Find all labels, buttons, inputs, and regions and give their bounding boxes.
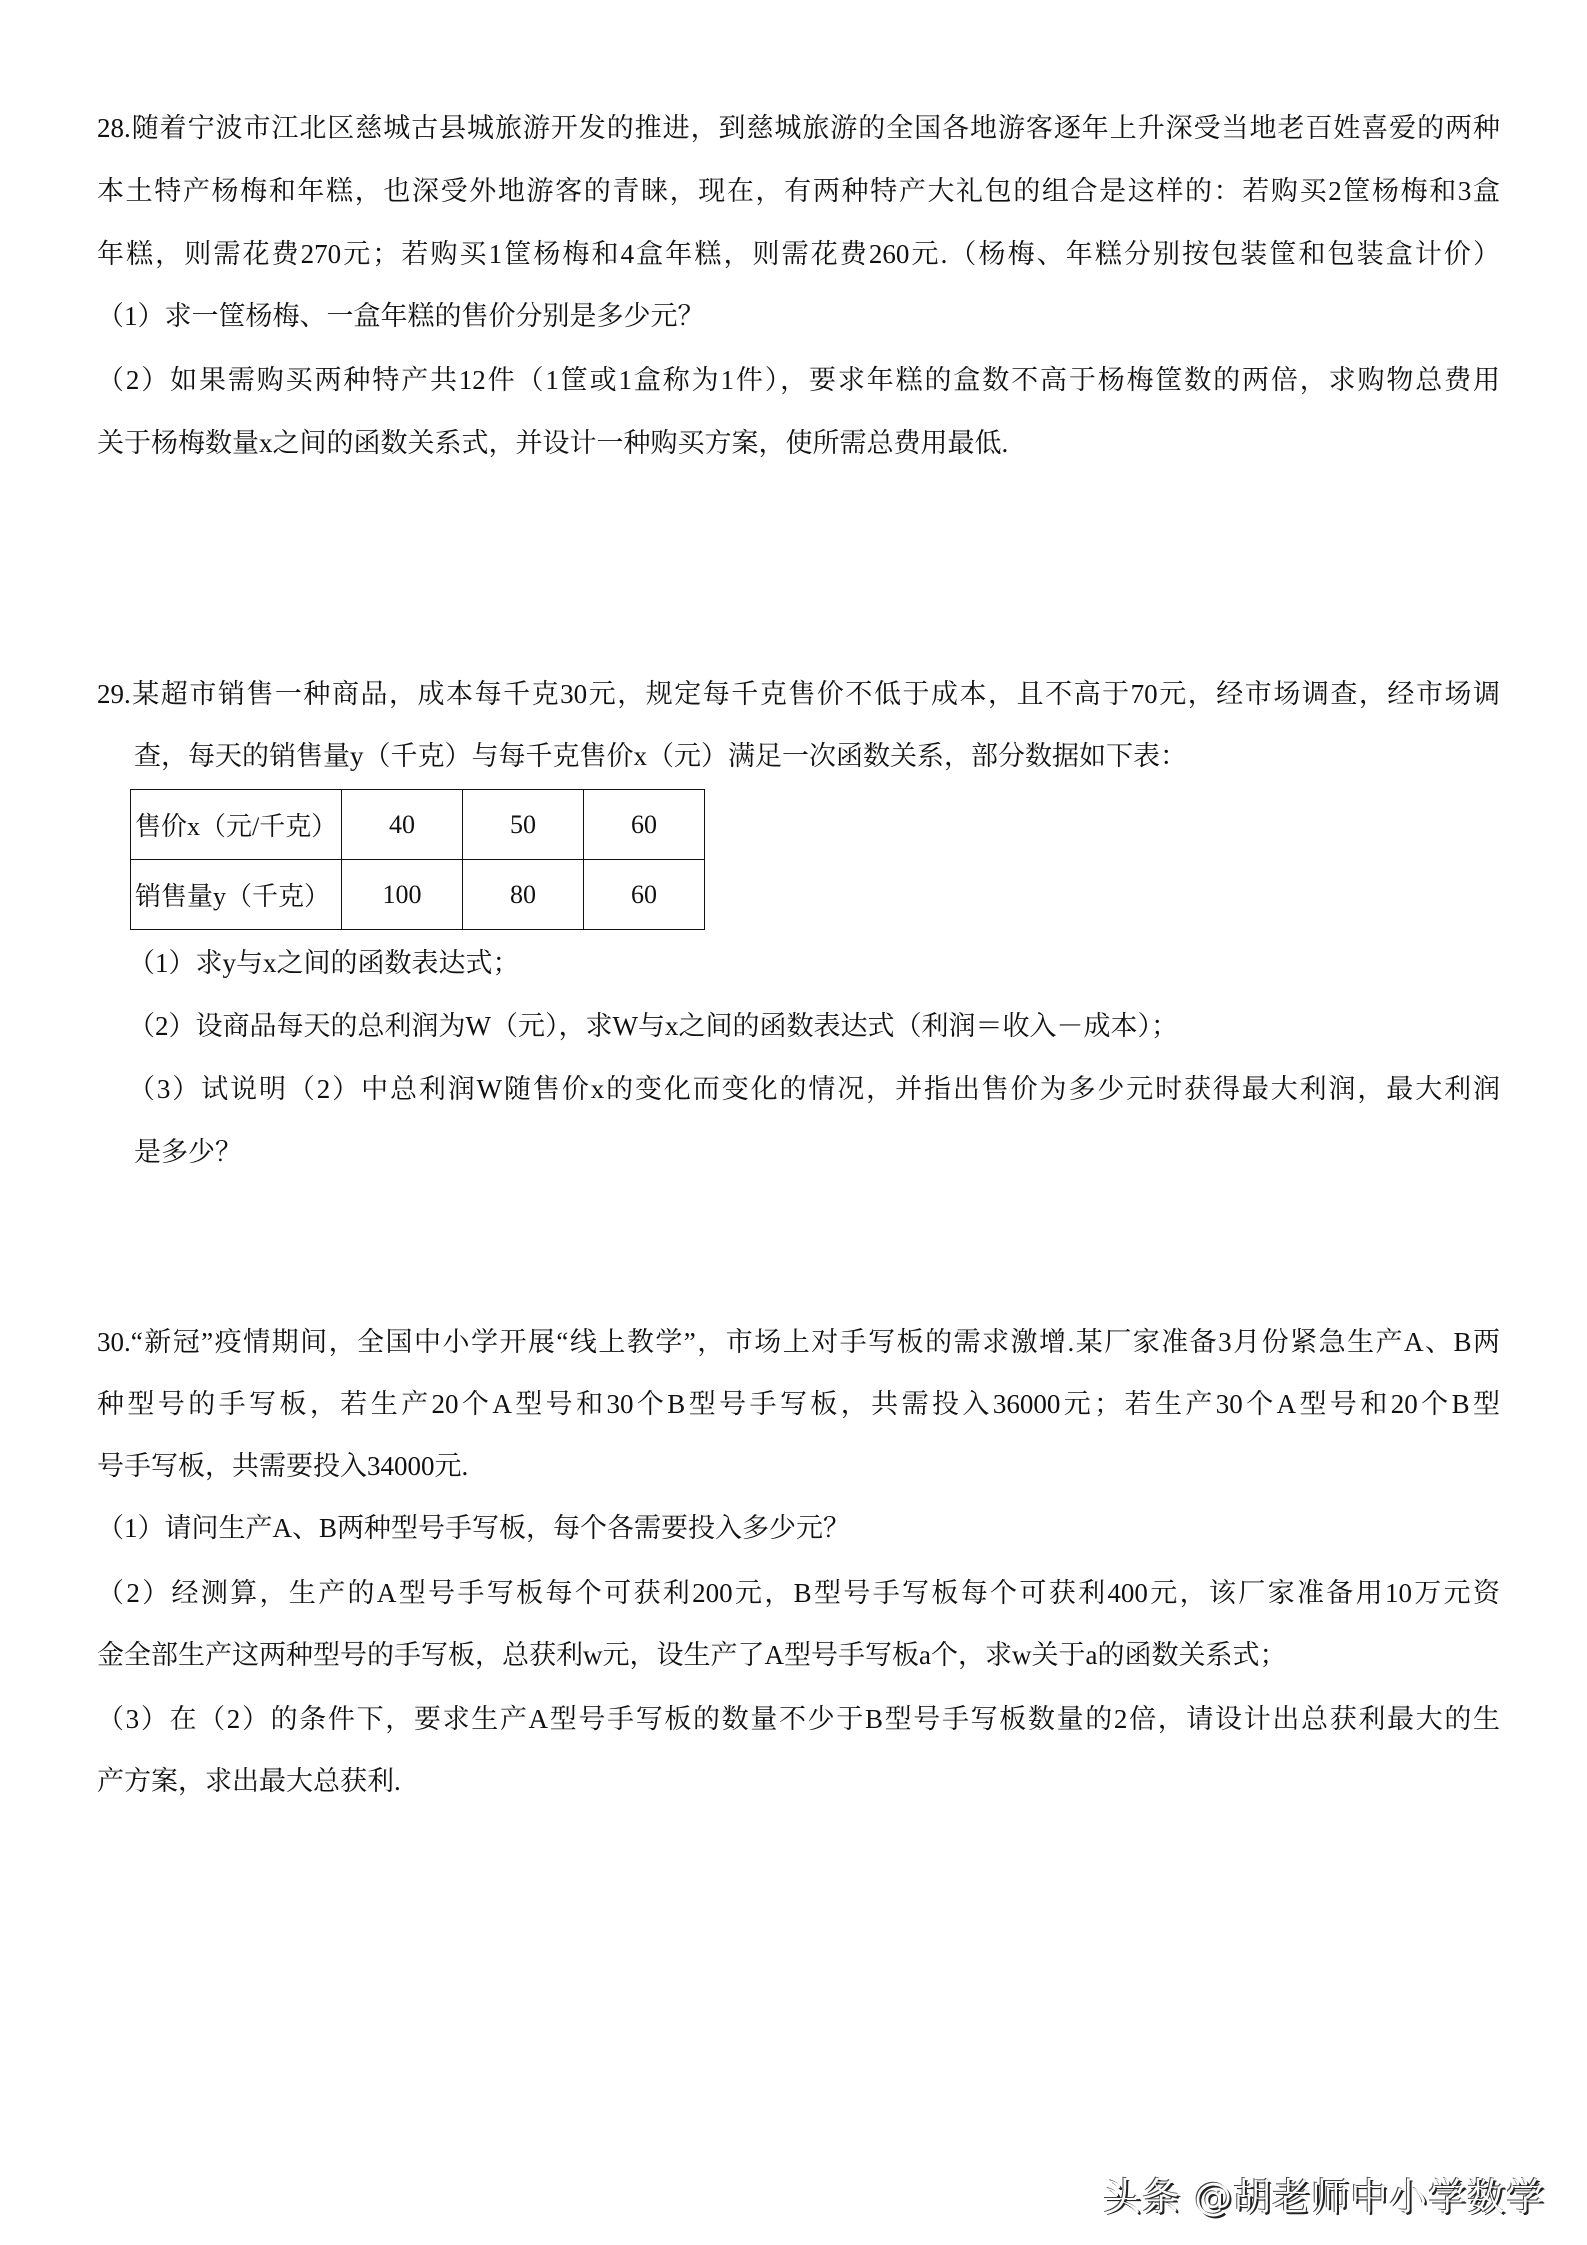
q28-line: 28.随着宁波市江北区慈城古县城旅游开发的推进，到慈城旅游的全国各地游客逐年上升深受当地老百姓喜爱的两种 [97,113,1500,143]
q29-sub-1: （1）求y与x之间的函数表达式； [128,948,520,978]
watermark: 头条 @胡老师中小学数学 [1103,2175,1546,2219]
table-row [131,790,705,860]
q30-line: 产方案，求出最大总获利. [97,1766,401,1796]
table-cell: 100 [342,860,463,930]
table-cell: 50 [463,790,584,860]
q30-sub-3: （3）在（2）的条件下，要求生产A型号手写板的数量不少于B型号手写板数量的2倍，请设计出总获利最大的生 [97,1704,1500,1734]
q30-line: 号手写板，共需要投入34000元. [97,1451,469,1481]
q28-sub-2: （2）如果需购买两种特产共12件（1筐或1盒称为1件），要求年糕的盒数不高于杨梅筐数的两倍，求购物总费用 [97,365,1500,395]
q28-line: 本土特产杨梅和年糕，也深受外地游客的青睐，现在，有两种特产大礼包的组合是这样的：若购买2筐杨梅和3盒 [97,176,1500,206]
row-header: 售价x（元/千克） [131,790,342,860]
q30-line: 金全部生产这两种型号的手写板，总获利w元，设生产了A型号手写板a个，求w关于a的函数关系式； [97,1640,1287,1670]
table-cell: 80 [463,860,584,930]
q29-line: 29.某超市销售一种商品，成本每千克30元，规定每千克售价不低于成本，且不高于70元，经市场调查，经市场调 [97,679,1500,709]
table-row [131,860,705,930]
table-cell: 40 [342,790,463,860]
q28-sub-1: （1）求一筐杨梅、一盒年糕的售价分别是多少元？ [97,301,705,331]
row-header: 销售量y（千克） [131,860,342,930]
table-cell: 60 [584,790,705,860]
q29-sub-2: （2）设商品每天的总利润为W（元），求W与x之间的函数表达式（利润＝收入－成本）； [128,1011,1178,1041]
q28-line: 年糕，则需花费270元；若购买1筐杨梅和4盒年糕，则需花费260元.（杨梅、年糕分别按包装筐和包装盒计价） [97,239,1500,269]
q29-data-table [130,789,705,930]
q30-line: 30.“新冠”疫情期间，全国中小学开展“线上教学”，市场上对手写板的需求激增.某厂家准备3月份紧急生产A、B两 [97,1327,1500,1357]
q28-line: 关于杨梅数量x之间的函数关系式，并设计一种购买方案，使所需总费用最低. [97,428,1009,458]
q29-line: 查，每天的销售量y（千克）与每千克售价x（元）满足一次函数关系，部分数据如下表： [134,741,1187,771]
q29-sub-3: （3）试说明（2）中总利润W随售价x的变化而变化的情况，并指出售价为多少元时获得最大利润，最大利润 [128,1074,1500,1104]
q30-sub-1: （1）请问生产A、B两种型号手写板，每个各需要投入多少元？ [97,1513,851,1543]
q30-sub-2: （2）经测算，生产的A型号手写板每个可获利200元，B型号手写板每个可获利400元，该厂家准备用10万元资 [97,1578,1500,1608]
table-cell: 60 [584,860,705,930]
q30-line: 种型号的手写板，若生产20个A型号和30个B型号手写板，共需投入36000元；若生产30个A型号和20个B型 [97,1389,1500,1419]
q29-line: 是多少？ [134,1137,242,1167]
